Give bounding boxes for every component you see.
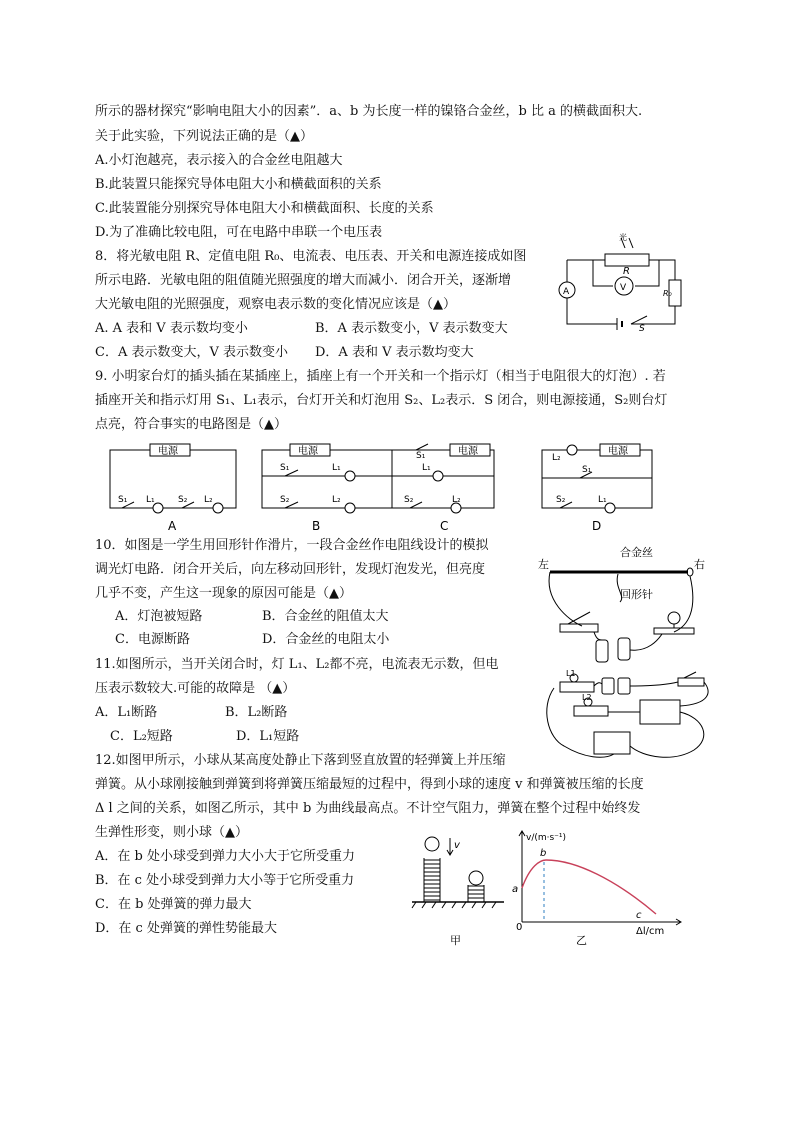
q9-a-source: 电源 <box>158 446 178 457</box>
q9-line1: 9. 小明家台灯的插头插在某插座上，插座上有一个开关和一个指示灯（相当于电阻很大的灯泡）. 若 <box>95 369 666 384</box>
q10-right-label: 右 <box>694 558 705 571</box>
q8-option-a[interactable]: A. A 表和 V 表示数均变小 <box>95 321 248 336</box>
q11-option-d[interactable]: D．L₁短路 <box>236 729 300 744</box>
q9-a-l2: L₂ <box>204 495 213 505</box>
q9-b-l1: L₁ <box>332 463 341 473</box>
q10-option-c[interactable]: C．电源断路 <box>115 632 190 647</box>
q7-option-b[interactable]: B.此装置只能探究导体电阻大小和横截面积的关系 <box>95 177 382 192</box>
q10-option-d[interactable]: D．合金丝的电阻太小 <box>262 632 390 647</box>
q7-option-d[interactable]: D.为了准确比较电阻，可在电路中串联一个电压表 <box>95 225 383 240</box>
q11-line2: 压表示数较大.可能的故障是 （▲） <box>95 681 296 696</box>
q9-d-s2: S₂ <box>556 495 566 505</box>
q12-x-axis-label: Δl/cm <box>636 926 665 937</box>
q9-line2: 插座开关和指示灯用 S₁、L₁表示，台灯开关和灯泡用 S₂、L₂表示．S 闭合，则电源接通，S₂则台灯 <box>95 393 668 408</box>
q11-line1: 11.如图所示，当开关闭合时，灯 L₁、L₂都不亮，电流表无示数，但电 <box>95 657 499 672</box>
q7-option-c[interactable]: C.此装置能分别探究导体电阻大小和横截面积、长度的关系 <box>95 201 434 216</box>
q12-option-c[interactable]: C．在 b 处弹簧的弹力最大 <box>95 897 252 912</box>
q12-fig-jia-label: 甲 <box>450 934 461 947</box>
q11-option-b[interactable]: B．L₂断路 <box>225 705 288 720</box>
q9-c-source: 电源 <box>458 446 478 457</box>
q12-point-a: a <box>512 884 519 895</box>
q8-circuit-figure <box>555 232 690 332</box>
q10-line3: 几乎不变，产生这一现象的原因可能是（▲） <box>95 586 352 601</box>
q9-c-s2: S₂ <box>404 495 414 505</box>
q11-circuit-figure <box>544 668 714 762</box>
q8-r-label: R <box>623 266 630 277</box>
q11-l2-label: L2 <box>582 693 592 702</box>
q9-b-source: 电源 <box>298 446 318 457</box>
q12-line1: 12.如图甲所示，小球从某高度处静止下落到竖直放置的轻弹簧上并压缩 <box>95 753 506 768</box>
q12-origin-label: 0 <box>516 922 523 933</box>
q10-line2: 调光灯电路．闭合开关后，向左移动回形针，发现灯泡发光，但亮度 <box>95 562 486 577</box>
q7-line1: 所示的器材探究“影响电阻大小的因素”．a、b 为长度一样的镍铬合金丝，b 比 a 的横截面积大. <box>95 104 643 119</box>
q8-line1: 8．将光敏电阻 R、定值电阻 R₀、电流表、电压表、开关和电源连接成如图 <box>95 249 527 264</box>
q10-wire-label: 合金丝 <box>620 546 653 559</box>
q9-d-l2: L₂ <box>552 453 561 463</box>
q10-dimmer-figure <box>538 540 708 668</box>
q12-spring-figure <box>410 830 506 952</box>
q8-option-b[interactable]: B．A 表示数变小，V 表示数变大 <box>315 321 508 336</box>
q12-option-d[interactable]: D．在 c 处弹簧的弹性势能最大 <box>95 921 277 936</box>
q8-option-c[interactable]: C．A 表示数变大，V 表示数变小 <box>95 345 288 360</box>
q12-velocity-curve <box>522 860 656 914</box>
q9-line3: 点亮，符合事实的电路图是（▲） <box>95 417 287 432</box>
q9-a-l1: L₁ <box>146 495 155 505</box>
q8-switch-label: S <box>639 324 645 332</box>
q12-option-a[interactable]: A．在 b 处小球受到弹力大小大于它所受重力 <box>95 849 355 864</box>
q11-option-a[interactable]: A．L₁断路 <box>95 705 158 720</box>
q12-line2: 弹簧。从小球刚接触到弹簧到将弹簧压缩最短的过程中，得到小球的速度 v 和弹簧被压缩的长度 <box>95 777 644 792</box>
q12-velocity-graph <box>506 826 696 952</box>
q9-c-l1: L₁ <box>422 463 431 473</box>
q12-fig-v-label: v <box>454 840 460 851</box>
q8-light-label: 光 <box>619 233 627 242</box>
q9-d-s1: S₁ <box>582 465 592 475</box>
q12-point-c: c <box>636 910 642 921</box>
q12-fig-yi-label: 乙 <box>576 934 587 947</box>
q9-a-s2: S₂ <box>178 495 188 505</box>
q8-option-d[interactable]: D．A 表和 V 表示数均变大 <box>315 345 474 360</box>
q9-b-l2: L₂ <box>332 495 341 505</box>
q8-ammeter-label: A <box>563 287 570 297</box>
q8-r0-label: R₀ <box>663 289 672 298</box>
q8-voltmeter-label: V <box>620 283 627 293</box>
q10-option-a[interactable]: A．灯泡被短路 <box>115 609 203 624</box>
q10-left-label: 左 <box>538 558 549 571</box>
q8-line2: 所示电路．光敏电阻的阻值随光照强度的增大而减小．闭合开关，逐渐增 <box>95 273 512 288</box>
q7-option-a[interactable]: A.小灯泡越亮，表示接入的合金丝电阻越大 <box>95 153 343 168</box>
q9-option-c[interactable]: C <box>440 519 449 533</box>
q8-line3: 大光敏电阻的光照强度，观察电表示数的变化情况应该是（▲） <box>95 297 456 312</box>
q12-line4: 生弹性形变，则小球（▲） <box>95 825 248 840</box>
q9-b-s1: S₁ <box>280 463 290 473</box>
q9-option-b[interactable]: B <box>312 519 321 533</box>
q9-d-source: 电源 <box>608 446 628 457</box>
q11-l1-label: L1 <box>566 669 576 678</box>
q10-line1: 10．如图是一学生用回形针作滑片，一段合金丝作电阻线设计的模拟 <box>95 538 489 553</box>
q12-option-b[interactable]: B．在 c 处小球受到弹力大小等于它所受重力 <box>95 873 355 888</box>
q12-y-axis-label: v/(m·s⁻¹) <box>526 833 567 843</box>
q9-d-l1: L₁ <box>598 495 607 505</box>
q9-circuit-options <box>100 438 670 538</box>
q12-line3: Δ l 之间的关系，如图乙所示，其中 b 为曲线最高点。不计空气阻力，弹簧在整个过程中始终发 <box>95 801 641 816</box>
q12-point-b: b <box>540 848 547 859</box>
q9-c-l2: L₂ <box>452 495 461 505</box>
q9-a-s1: S₁ <box>118 495 128 505</box>
q9-b-s2: S₂ <box>280 495 290 505</box>
q11-option-c[interactable]: C．L₂短路 <box>110 729 173 744</box>
q10-clip-label: 回形针 <box>620 588 653 601</box>
q10-option-b[interactable]: B．合金丝的阻值太大 <box>262 609 389 624</box>
q9-c-s1: S₁ <box>416 451 426 461</box>
q7-line2: 关于此实验，下列说法正确的是（▲） <box>95 129 313 144</box>
q9-option-a[interactable]: A <box>168 519 177 533</box>
q9-option-d[interactable]: D <box>592 519 602 533</box>
